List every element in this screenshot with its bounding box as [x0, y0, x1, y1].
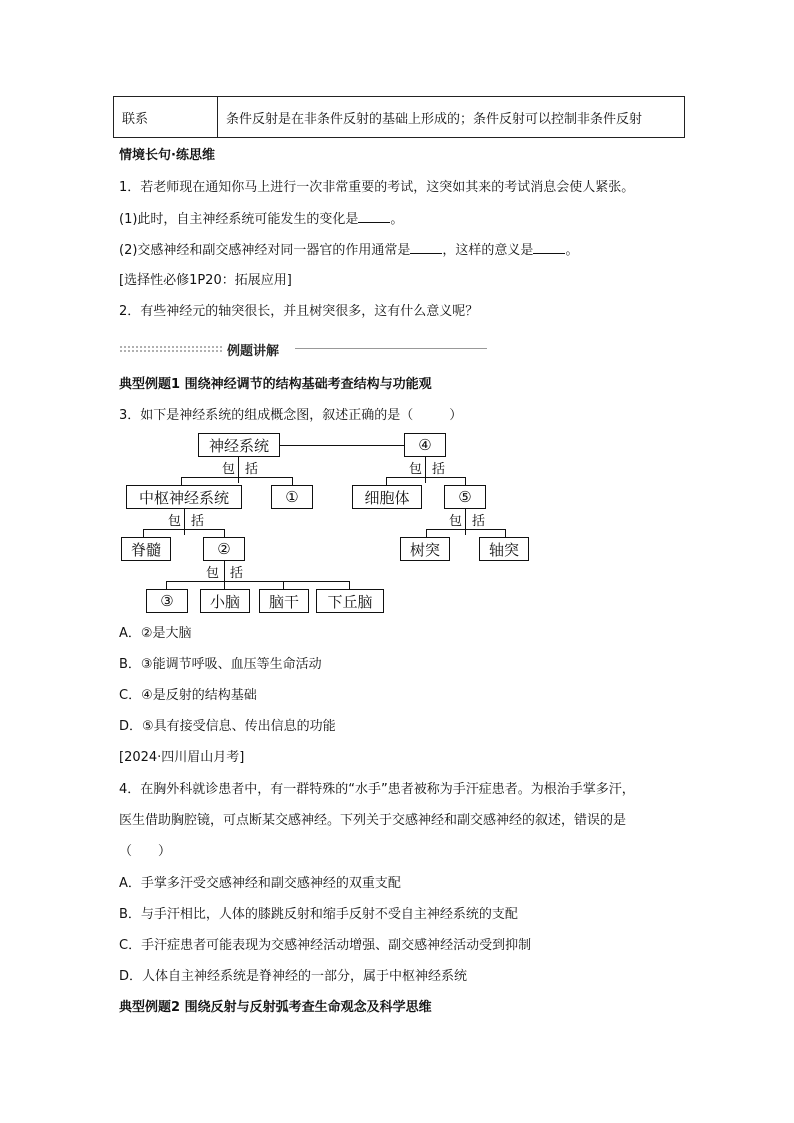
q4-stem-line2: 医生借助胸腔镜，可点断某交感神经。下列关于交感神经和副交感神经的叙述，错误的是: [119, 813, 627, 828]
box-n5: ⑤: [444, 485, 486, 509]
section-title: 例题讲解: [227, 344, 280, 359]
connector-line: [224, 561, 225, 581]
box-axon: 轴突: [479, 537, 529, 561]
heading-situation: 情境长句·练思维: [119, 148, 215, 163]
q1-part1: [119, 210, 403, 229]
label-include-b: 括: [191, 514, 205, 529]
label-include-a: 包: [168, 514, 182, 529]
table-row: [114, 97, 685, 138]
section-rule: [295, 348, 487, 349]
q1-part1-text: (1)此时，自主神经系统可能发生的变化是: [119, 212, 359, 227]
section-dots: [119, 345, 223, 353]
q4-option-a: A．手掌多汗受交感神经和副交感神经的双重支配: [119, 876, 401, 891]
comparison-table: [113, 96, 685, 138]
connector-line: [505, 529, 506, 537]
q3-stem: [119, 407, 462, 425]
connector-line: [238, 457, 239, 483]
box-cns: 中枢神经系统: [126, 485, 242, 509]
section-header: [119, 341, 487, 357]
q3-option-c: C．④是反射的结构基础: [119, 688, 257, 703]
q1-part2-mid: ，这样的意义是: [442, 243, 534, 258]
connector-line: [166, 581, 350, 582]
label-include-b: 括: [472, 514, 486, 529]
q4-answer-paren: [119, 843, 171, 861]
connector-line: [426, 529, 427, 537]
connector-line: [465, 477, 466, 485]
box-n4: ④: [404, 433, 446, 457]
connector-line: [143, 529, 144, 537]
q1-part2-end: 。: [565, 243, 579, 258]
source-ref-2: [2024·四川眉山月考]: [119, 750, 245, 765]
connector-line: [224, 529, 225, 537]
connector-line: [465, 509, 466, 535]
paren-open: （: [119, 844, 133, 859]
label-include-b: 括: [245, 462, 259, 477]
box-n1: ①: [271, 485, 313, 509]
paren-close: ）: [158, 844, 172, 859]
answer-blank: [533, 241, 565, 254]
label-include-a: 包: [206, 566, 220, 581]
box-nervous-system: 神经系统: [198, 433, 280, 457]
answer-blank: [410, 241, 442, 254]
label-include-a: 包: [409, 462, 423, 477]
box-brainstem: 脑干: [259, 589, 309, 613]
answer-blank: [358, 210, 390, 223]
connector-line: [292, 477, 293, 485]
q1-part2-text: (2)交感神经和副交感神经对同一器官的作用通常是: [119, 243, 411, 258]
connector-line: [425, 457, 426, 483]
connector-line: [143, 529, 225, 530]
box-n3: ③: [146, 589, 188, 613]
label-include-a: 包: [449, 514, 463, 529]
example1-title: 典型例题1 围绕神经调节的结构基础考查结构与功能观: [119, 377, 432, 392]
box-n2: ②: [203, 537, 245, 561]
q4-option-d: D．人体自主神经系统是脊神经的一部分，属于中枢神经系统: [119, 969, 468, 984]
box-cerebellum: 小脑: [200, 589, 250, 613]
q1-stem: 1．若老师现在通知你马上进行一次非常重要的考试，这突如其来的考试消息会使人紧张。: [119, 180, 635, 195]
label-include-b: 括: [432, 462, 446, 477]
connector-line: [224, 581, 225, 589]
connector-line: [283, 581, 284, 589]
connector-line: [181, 477, 293, 478]
q3-stem-end: ）: [449, 408, 463, 423]
q3-option-a: A．②是大脑: [119, 626, 192, 641]
connector-line: [386, 477, 387, 485]
label-include-a: 包: [222, 462, 236, 477]
label-include-b: 括: [230, 566, 244, 581]
connector-line: [166, 581, 167, 589]
connector-line: [426, 529, 506, 530]
q4-option-c: C．手汗症患者可能表现为交感神经活动增强、副交感神经活动受到抑制: [119, 938, 532, 953]
q1-part2: [119, 241, 578, 260]
q2-stem: 2．有些神经元的轴突很长，并且树突很多，这有什么意义呢？: [119, 304, 479, 319]
box-cell-body: 细胞体: [352, 485, 422, 509]
example2-title: 典型例题2 围绕反射与反射弧考查生命观念及科学思维: [119, 1000, 432, 1015]
source-ref-1: [选择性必修1P20：拓展应用]: [119, 273, 292, 288]
table-content-cell: 条件反射是在非条件反射的基础上形成的；条件反射可以控制非条件反射: [218, 97, 685, 138]
q3-option-d: D．⑤具有接受信息、传出信息的功能: [119, 719, 336, 734]
box-hypothalamus: 下丘脑: [316, 589, 384, 613]
connector-line: [181, 477, 182, 485]
q1-part1-end: 。: [390, 212, 404, 227]
q4-option-b: B．与手汗相比，人体的膝跳反射和缩手反射不受自主神经系统的支配: [119, 907, 518, 922]
connector-line: [184, 509, 185, 535]
box-spinal-cord: 脊髓: [121, 537, 171, 561]
q4-stem-line1: 4．在胸外科就诊患者中，有一群特殊的“水手”患者被称为手汗症患者。为根治手掌多汗，: [119, 782, 635, 797]
table-label-cell: 联系: [114, 97, 218, 138]
connector-line: [280, 445, 404, 446]
q3-option-b: B．③能调节呼吸、血压等生命活动: [119, 657, 322, 672]
connector-line: [349, 581, 350, 589]
box-dendrite: 树突: [400, 537, 450, 561]
q3-stem-text: 3．如下是神经系统的组成概念图，叙述正确的是（: [119, 408, 414, 423]
connector-line: [386, 477, 466, 478]
